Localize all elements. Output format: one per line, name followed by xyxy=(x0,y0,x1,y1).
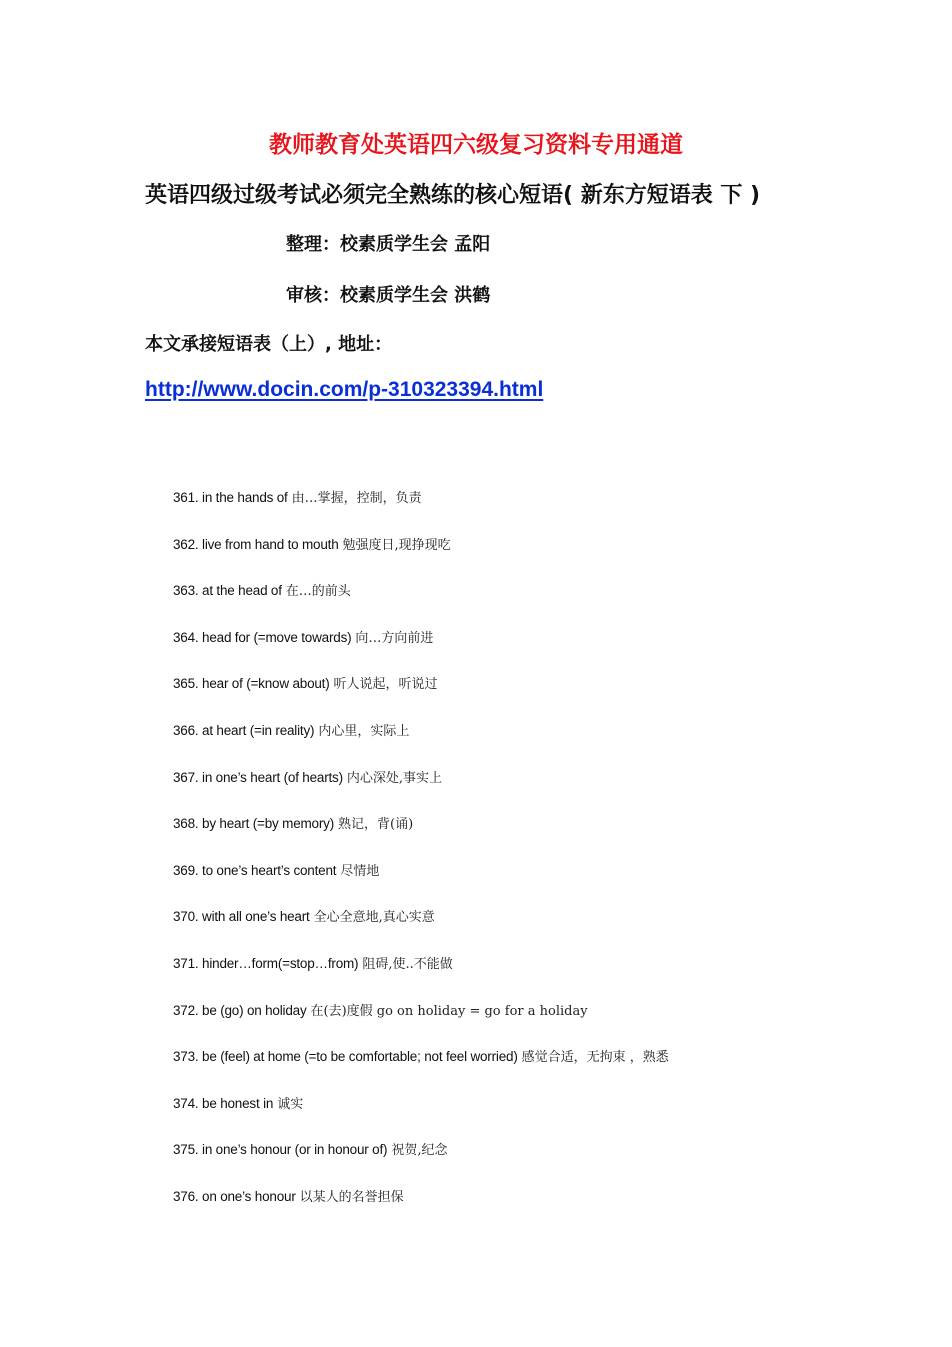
phrase-chinese: 由…掌握，控制，负责 xyxy=(291,491,422,506)
phrase-chinese: 在(去)度假 go on holiday = go for a holiday xyxy=(310,1003,588,1019)
phrase-item xyxy=(173,583,873,630)
phrase-english: 376. on one’s honour xyxy=(173,1188,296,1204)
phrase-item xyxy=(173,1096,873,1143)
phrase-list xyxy=(173,490,873,1236)
phrase-item xyxy=(173,490,873,537)
phrase-english: 364. head for (=move towards) xyxy=(173,629,352,645)
phrase-item xyxy=(173,1003,873,1050)
phrase-english: 370. with all one’s heart xyxy=(173,909,310,925)
previous-part-link[interactable]: http://www.docin.com/p-310323394.html xyxy=(145,378,544,401)
phrase-item xyxy=(173,1049,873,1096)
phrase-english: 368. by heart (=by memory) xyxy=(173,816,334,832)
channel-title: 教师教育处英语四六级复习资料专用通道 xyxy=(269,132,683,158)
intro-text: 本文承接短语表（上）, 地址： xyxy=(145,334,393,355)
phrase-chinese: 全心全意地,真心实意 xyxy=(313,910,435,926)
phrase-chinese: 内心里，实际上 xyxy=(318,723,410,739)
phrase-item xyxy=(173,909,873,956)
phrase-english: 361. in the hands of xyxy=(173,490,288,505)
phrase-english: 371. hinder…form(=stop…from) xyxy=(173,955,359,971)
phrase-chinese: 诚实 xyxy=(277,1096,304,1112)
phrase-item xyxy=(173,956,873,1003)
phrase-item xyxy=(173,863,873,910)
phrase-english: 362. live from hand to mouth xyxy=(173,536,339,552)
reviewer-credit: 审核：校素质学生会 洪鹤 xyxy=(286,285,491,306)
phrase-item xyxy=(173,1189,873,1236)
phrase-chinese: 熟记，背(诵) xyxy=(338,817,414,833)
phrase-chinese: 勉强度日,现挣现吃 xyxy=(342,537,451,553)
phrase-english: 375. in one’s honour (or in honour of) xyxy=(173,1142,388,1158)
phrase-english: 373. be (feel) at home (=to be comfortable; not feel worried) xyxy=(173,1049,518,1065)
phrase-english: 374. be honest in xyxy=(173,1095,274,1111)
phrase-chinese: 祝贺,纪念 xyxy=(391,1143,448,1159)
phrase-chinese: 阻碍,使..不能做 xyxy=(362,956,453,972)
phrase-english: 365. hear of (=know about) xyxy=(173,676,330,692)
phrase-chinese: 内心深处,事实上 xyxy=(346,770,443,786)
phrase-item xyxy=(173,816,873,863)
phrase-chinese: 尽情地 xyxy=(340,863,380,879)
phrase-item xyxy=(173,630,873,677)
phrase-chinese: 在…的前头 xyxy=(285,584,351,600)
document-title: 英语四级过级考试必须完全熟练的核心短语( 新东方短语表 下 ) xyxy=(145,183,761,208)
phrase-english: 366. at heart (=in reality) xyxy=(173,722,315,738)
phrase-chinese: 听人说起，听说过 xyxy=(333,677,438,693)
phrase-item xyxy=(173,676,873,723)
phrase-item xyxy=(173,1142,873,1189)
phrase-english: 363. at the head of xyxy=(173,583,282,599)
phrase-item xyxy=(173,537,873,584)
phrase-english: 372. be (go) on holiday xyxy=(173,1002,307,1018)
phrase-chinese: 向…方向前进 xyxy=(355,630,434,646)
phrase-item xyxy=(173,770,873,817)
phrase-item xyxy=(173,723,873,770)
phrase-chinese: 感觉合适，无拘束 ，熟悉 xyxy=(521,1050,669,1066)
organizer-credit: 整理：校素质学生会 孟阳 xyxy=(286,234,491,255)
phrase-english: 367. in one’s heart (of hearts) xyxy=(173,769,343,785)
phrase-chinese: 以某人的名誉担保 xyxy=(299,1189,404,1205)
phrase-english: 369. to one’s heart’s content xyxy=(173,862,337,878)
